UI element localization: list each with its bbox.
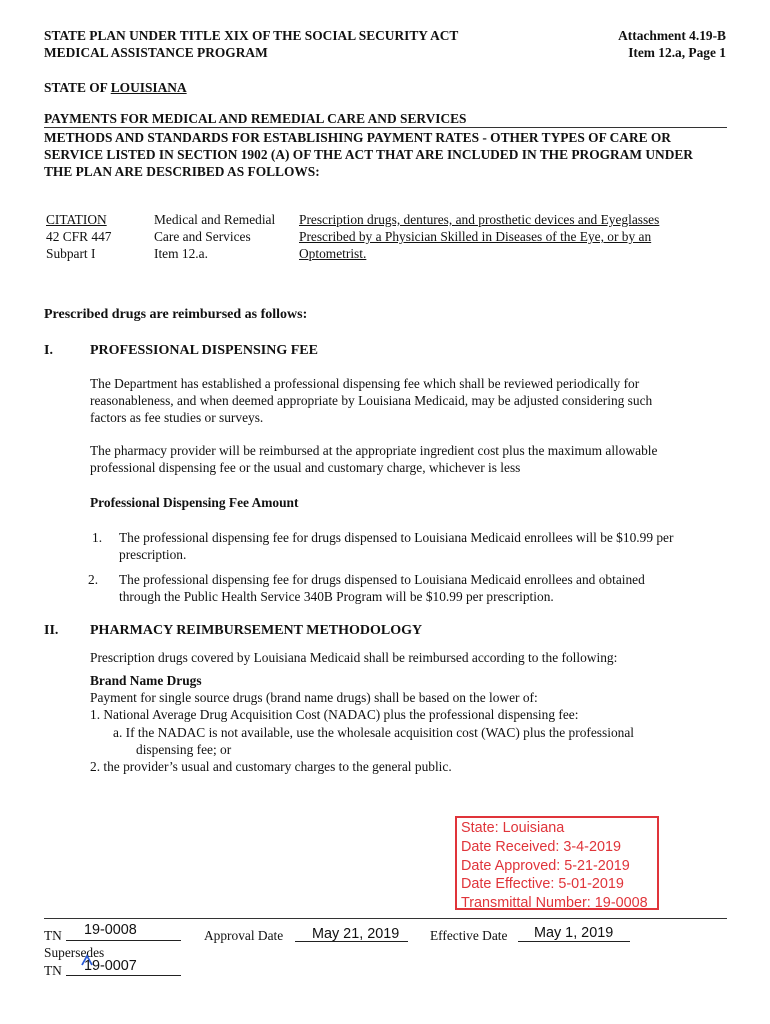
fee-item2 xyxy=(119,571,645,605)
section1-para1 xyxy=(90,375,652,426)
brand-item1: 1. National Average Drug Acquisition Cost (NADAC) plus the professional dispensing fee: xyxy=(90,707,579,722)
fee-item1-line1: The professional dispensing fee for drugs dispensed to Louisiana Medicaid enrollees will be $10.99 per xyxy=(119,530,674,545)
tn2-underline xyxy=(66,975,181,976)
supersedes-label: Supersedes xyxy=(44,945,105,960)
state-label: STATE OF xyxy=(44,80,111,95)
brand-item1a-line2: dispensing fee; or xyxy=(136,742,232,757)
fee-item2-line2: through the Public Health Service 340B Program will be $10.99 per prescription. xyxy=(119,589,554,604)
stamp-transmittal: Transmittal Number: 19-0008 xyxy=(461,895,648,912)
section1-para1-line3: factors as fee studies or surveys. xyxy=(90,410,264,425)
approval-stamp xyxy=(455,816,659,910)
approval-date-label: Approval Date xyxy=(204,928,284,943)
section1-para1-line1: The Department has established a professional dispensing fee which shall be reviewed periodically for xyxy=(90,376,640,391)
citation-col3 xyxy=(299,211,659,262)
stamp-date-approved: Date Approved: 5-21-2019 xyxy=(461,857,630,874)
citation-col2 xyxy=(154,211,275,262)
tn2-value: 19-0007 xyxy=(84,958,137,974)
citation-col2-line1: Medical and Remedial xyxy=(154,212,276,227)
approval-date-underline xyxy=(295,941,408,942)
section1-para2-line2: professional dispensing fee or the usual and customary charge, whichever is less xyxy=(90,460,521,475)
stamp-state: State: Louisiana xyxy=(461,820,565,836)
methods-heading-line2: SERVICE LISTED IN SECTION 1902 (A) OF THE ACT THAT ARE INCLUDED IN THE PROGRAM UNDER xyxy=(44,147,693,162)
brand-item2: 2. the provider’s usual and customary charges to the general public. xyxy=(90,759,452,774)
brand-intro: Payment for single source drugs (brand name drugs) shall be based on the lower of: xyxy=(90,690,538,705)
stamp-date-effective: Date Effective: 5-01-2019 xyxy=(461,876,624,893)
fee-item1-line2: prescription. xyxy=(119,547,187,562)
fee-amount-heading: Professional Dispensing Fee Amount xyxy=(90,495,299,510)
header-left xyxy=(44,27,458,61)
brand-heading: Brand Name Drugs xyxy=(90,673,202,688)
section1-para2 xyxy=(90,442,657,476)
header-right-line1: Attachment 4.19-B xyxy=(618,28,726,43)
section1-para2-line1: The pharmacy provider will be reimbursed at the appropriate ingredient cost plus the maximum allowable xyxy=(90,443,658,458)
citation-col1 xyxy=(46,211,111,262)
stamp-date-received: Date Received: 3-4-2019 xyxy=(461,838,621,855)
section2-intro: Prescription drugs covered by Louisiana Medicaid shall be reimbursed according to the following: xyxy=(90,650,618,665)
citation-label: CITATION xyxy=(46,212,107,227)
fee-item1 xyxy=(119,529,673,563)
citation-cfr: 42 CFR 447 xyxy=(46,229,112,244)
header-right xyxy=(618,27,726,61)
tn-value: 19-0008 xyxy=(84,922,137,938)
section2-number: II. xyxy=(44,623,59,638)
header-left-line1: STATE PLAN UNDER TITLE XIX OF THE SOCIAL SECURITY ACT xyxy=(44,28,459,43)
heading-rule xyxy=(44,127,727,128)
tn2-label: TN xyxy=(44,963,62,978)
footer-rule xyxy=(44,918,727,919)
citation-col2-line2: Care and Services xyxy=(154,229,251,244)
effective-date-label: Effective Date xyxy=(430,928,508,943)
approval-date-value: May 21, 2019 xyxy=(312,926,400,942)
header-right-line2: Item 12.a, Page 1 xyxy=(628,45,726,60)
header-left-line2: MEDICAL ASSISTANCE PROGRAM xyxy=(44,45,268,60)
citation-col3-line2: Prescribed by a Physician Skilled in Diseases of the Eye, or by an xyxy=(299,229,652,244)
tn-label: TN xyxy=(44,928,62,943)
effective-date-value: May 1, 2019 xyxy=(534,925,614,941)
citation-col3-line1: Prescription drugs, dentures, and prosthetic devices and Eyeglasses xyxy=(299,212,660,227)
section2-title: PHARMACY REIMBURSEMENT METHODOLOGY xyxy=(90,623,423,638)
citation-col3-line3: Optometrist. xyxy=(299,246,367,261)
tn-underline xyxy=(66,940,181,941)
effective-date-underline xyxy=(518,941,630,942)
state-line xyxy=(44,79,187,96)
methods-heading xyxy=(44,129,734,180)
citation-subpart: Subpart I xyxy=(46,246,96,261)
intro-text: Prescribed drugs are reimbursed as follows: xyxy=(44,307,308,322)
fee-item2-line1: The professional dispensing fee for drugs dispensed to Louisiana Medicaid enrollees and obtained xyxy=(119,572,645,587)
section1-number: I. xyxy=(44,343,53,358)
section1-title: PROFESSIONAL DISPENSING FEE xyxy=(90,343,318,358)
brand-item1a xyxy=(113,724,634,758)
fee-item1-number: 1. xyxy=(92,530,103,545)
payments-heading: PAYMENTS FOR MEDICAL AND REMEDIAL CARE AND SERVICES xyxy=(44,111,467,126)
section1-para1-line2: reasonableness, and when deemed appropriate by Louisiana Medicaid, may be adjusted considering such xyxy=(90,393,653,408)
methods-heading-line1: METHODS AND STANDARDS FOR ESTABLISHING PAYMENT RATES - OTHER TYPES OF CARE OR xyxy=(44,130,671,145)
state-name: LOUISIANA xyxy=(110,80,187,95)
methods-heading-line3: THE PLAN ARE DESCRIBED AS FOLLOWS: xyxy=(44,164,320,179)
brand-item1a-line1: a. If the NADAC is not available, use the wholesale acquisition cost (WAC) plus the professional xyxy=(113,725,634,740)
citation-col2-line3: Item 12.a. xyxy=(154,246,208,261)
fee-item2-number: 2. xyxy=(88,572,99,587)
